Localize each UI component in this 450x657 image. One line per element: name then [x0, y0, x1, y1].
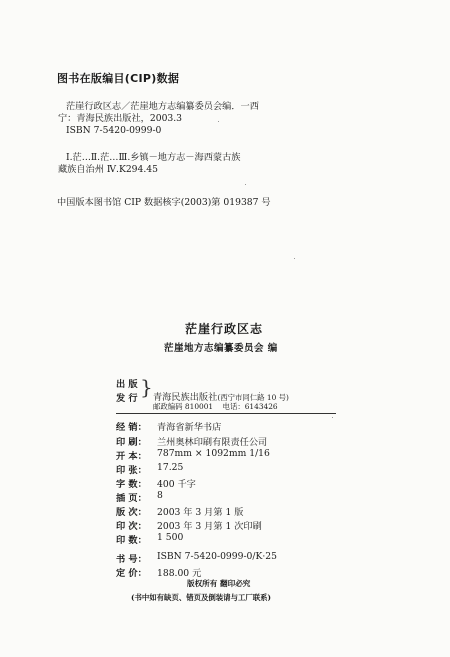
scan-speck	[245, 184, 246, 185]
cip-isbn: ISBN 7-5420-0999-0	[66, 125, 162, 136]
cip-record-line2: 宁：青海民族出版社，2003.3	[58, 113, 183, 124]
colophon-value-plates: 8	[157, 490, 163, 501]
book-author: 茫崖地方志编纂委员会 编	[164, 343, 278, 354]
publisher-address: (西宁市同仁路 10 号)	[217, 393, 289, 402]
cip-record	[58, 101, 259, 137]
defect-notice: (书中如有缺页、错页及倒装请与工厂联系)	[131, 593, 272, 602]
cip-subjects-line1: Ⅰ.茫…Ⅱ.茫…Ⅲ.乡镇－地方志－海西蒙古族	[66, 152, 241, 163]
publisher-phone: 电话：6143426	[222, 402, 278, 411]
cip-subjects-line2: 藏族自治州 Ⅳ.K294.45	[58, 164, 158, 175]
colophon-label: 开 本：	[116, 451, 147, 462]
publisher-label-publish: 出 版	[116, 379, 138, 390]
scan-speck	[259, 392, 260, 393]
pricing-value-book-number: ISBN 7-5420-0999-0/K·25	[157, 551, 277, 562]
pricing-value-price: 188.00 元	[157, 568, 202, 579]
colophon-label: 印 次：	[116, 521, 147, 532]
publisher-postcode: 邮政编码 810001	[153, 402, 214, 411]
colophon-label: 印 张：	[116, 465, 147, 476]
cip-record-line1: 茫崖行政区志／茫崖地方志编纂委员会编．一西	[66, 101, 259, 112]
colophon-divider	[116, 413, 336, 414]
colophon-value-sheets: 17.25	[157, 462, 184, 473]
colophon-label: 插 页：	[116, 493, 147, 504]
colophon-value-distributor: 青海省新华书店	[157, 422, 222, 433]
brace-icon: }	[140, 375, 153, 399]
cip-heading: 图书在版编目(CIP)数据	[57, 72, 180, 85]
colophon-value-word-count: 400 千字	[157, 479, 196, 490]
scan-speck	[332, 417, 333, 418]
publisher-label-distribute: 发 行	[116, 393, 138, 404]
colophon-value-print-run: 1 500	[157, 532, 184, 543]
publisher-name: 青海民族出版社	[153, 392, 218, 403]
colophon-label: 版 次：	[116, 507, 147, 518]
colophon-label: 字 数：	[116, 479, 147, 490]
scan-speck	[218, 121, 219, 122]
colophon-value-printing: 2003 年 3 月第 1 次印刷	[157, 521, 262, 532]
colophon-value-edition: 2003 年 3 月第 1 版	[157, 507, 244, 518]
publisher-contact	[153, 401, 278, 412]
colophon-value-printer: 兰州奥林印刷有限责任公司	[157, 437, 268, 448]
scan-speck	[294, 258, 295, 259]
colophon-label: 印 刷：	[116, 437, 147, 448]
book-title: 茫崖行政区志	[185, 322, 264, 336]
pricing-label: 书 号：	[116, 554, 147, 565]
colophon-label: 印 数：	[116, 535, 147, 546]
rights-notice: 版权所有 翻印必究	[187, 579, 251, 588]
colophon-value-format: 787mm × 1092mm 1/16	[157, 448, 270, 459]
cip-core-data-number: 中国版本图书馆 CIP 数据核字(2003)第 019387 号	[57, 197, 271, 208]
pricing-label: 定 价：	[116, 568, 147, 579]
colophon-label: 经 销：	[116, 422, 147, 433]
cip-subjects	[58, 152, 241, 176]
